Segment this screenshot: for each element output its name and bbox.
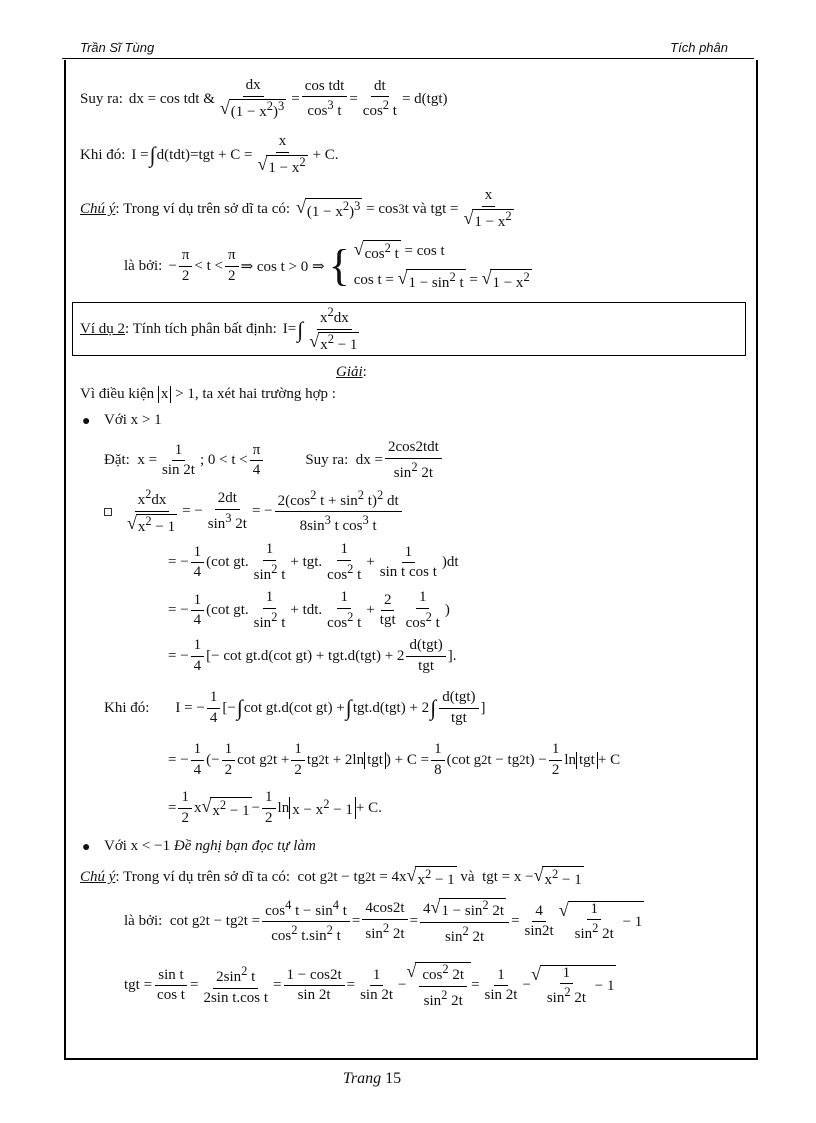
solution-heading: Giải : [336,364,367,380]
text: Với x < −1 [104,838,171,854]
header-rule [62,58,754,59]
text: và [412,200,427,217]
note-label: Chú ý [80,869,116,885]
formula-line: là bởi: − $\frac{\pi}{2}$ < t < $\frac{\pi}{2}$ ⇒ cos t > 0 ⇒ { √ $\cos^2 t$ = cos t cos t = √ $1 - \sin^2 t$ = √ $1 - x^2$ [124,239,530,291]
note-label: Chú ý [80,200,116,217]
example-label: Ví dụ 2 [80,321,125,338]
formula-line [104,838,316,855]
text: Đề nghị bạn đọc tự làm [173,838,316,854]
text: Khi đó: [80,146,126,163]
formula-line: = $\frac{1}{2}$ x √ $x^2 - 1$ − $\frac{1}{2}$ ln $x - x^2 - 1$ + C. [168,789,382,826]
page-number [0,1070,744,1088]
formula-line: $x^2dx$ √ $x^2 - 1$ = − $\frac{2dt}{\sin^3 2t}$ = − $\frac{2(\cos^2 t + \sin^2 t)^2 dt}{8\sin^3 t \cos^3 t}$ [104,488,404,536]
text: : Tính tích phân bất định: [125,321,277,338]
header-author: Trần Sĩ Tùng [80,40,155,55]
page-number-value: 15 [385,1070,402,1087]
formula-line: = − $\frac{1}{4}$ (cot gt. $\frac{1}{\sin^2 t}$ + tdt. $\frac{1}{\cos^2 t}$ + $\frac{2}{\text{tgt}}$ $\frac{1}{\cos^2 t}$ ) [168,589,450,631]
example-statement: Ví dụ 2 : Tính tích phân bất định: I= ∫ $x^2dx$ √ $x^2 - 1$ [80,305,358,353]
formula-line: tgt = $\frac{\text{sin t}}{\text{cos t}}$ = $\frac{2\sin^2 t}{\text{2sin t.cos t}}$ = $\frac{1 - \cos 2t}{\sin 2t}$ = $\frac{1}{\sin 2t}$ − √ $\frac{\cos^2 2t}{\sin^2 2t}$ = $\frac{1}{\sin 2t}$ − √ $\frac{1}{\sin^2 2t}$ − 1 [124,961,615,1009]
text: > 1, ta xét hai trường hợp : [175,386,336,402]
formula-line [104,412,162,429]
text: Vì điều kiện [80,386,155,402]
text: Với x > 1 [104,412,162,428]
text: Giải [336,364,363,380]
formula-line: Chú ý : Trong ví dụ trên sở dĩ ta có: √ $(1 - x^2)^3$ = cos 3 t và tgt = x √ $1 - x^2$ [80,187,512,230]
formula-line: = − $\frac{1}{4}$ (− $\frac{1}{2}$ cot g 2 t + $\frac{1}{2}$ tg 2 t + 2ln tgt ) + C = $\frac{1}{8}$ (cot g 2 t − tg 2 t) − $\frac{1}{2}$ ln tgt + C [168,741,621,778]
formula-line: là bởi: cot g 2 t − tg 2 t = $\frac{\cos^4 t - \sin^4 t}{\cos^2 t.\sin^2 t}$ = $\frac{4\cos 2t}{\sin^2 2t}$ = 4 √ $1 - \sin^2 2t$ $\sin^2 2t$ = $\frac{4}{\sin 2t}$ √ $\frac{1}{\sin^2 2t}$ − 1 [124,897,643,945]
text: : Trong ví dụ trên sở dĩ ta có: [115,200,291,217]
header-subject: Tích phân [670,40,728,55]
text: : Trong ví dụ trên sở dĩ ta có: [115,869,291,885]
text: Đặt: [104,452,130,469]
formula-line: Khi đó: I = ∫ d(tdt)=tgt + C = x √ $1 - x^2$ + C. [80,133,339,176]
text: là bởi: [124,913,163,930]
text: và [460,869,475,885]
text: là bởi: [124,257,163,274]
formula-line: Đặt: x = $\frac{1}{\sin 2t}$ ; 0 < t < $\frac{\pi}{4}$ Suy ra: dx = $\frac{\text{2cos2tdt}}{\sin^2 2t}$ [104,440,444,482]
page-label: Trang [342,1070,382,1087]
text: Suy ra: [80,90,123,107]
formula-line: Suy ra: dx = cos tdt & dx √ $(1 - x^2)^3$ = $\frac{\text{cos tdt}}{\cos^3 t}$ = $\frac{dt}{\cos^2 t}$ = d(tgt) [80,77,448,120]
formula-line: Vì điều kiện x > 1, ta xét hai trường hợp : [80,386,336,402]
square-bullet-icon [104,508,112,516]
formula-line: = − $\frac{1}{4}$ [− cot gt.d(cot gt) + tgt.d(tgt) + 2 $\frac{\text{d(tgt)}}{\text{tgt}}$ ]. [168,637,457,674]
bullet-icon: ● [82,840,91,855]
formula-line: Chú ý : Trong ví dụ trên sở dĩ ta có: cot g 2 t − tg 2 t = 4x √ $x^2 - 1$ và tgt = x − √ $x^2 - 1$ [80,865,582,888]
formula-line: = − $\frac{1}{4}$ (cot gt. $\frac{1}{\sin^2 t}$ + tgt. $\frac{1}{\cos^2 t}$ + $\frac{1}{\text{sin t cos t}}$ )dt [168,541,459,583]
bullet-icon: ● [82,414,91,429]
formula-line: Khi đó: I = − $\frac{1}{4}$ [− ∫ cot gt.d(cot gt) + ∫ tgt.d(tgt) + 2 ∫ $\frac{\text{d(tgt)}}{\text{tgt}}$ ] [104,689,486,726]
text: Khi đó: [104,699,150,716]
text: Suy ra: [305,452,349,469]
